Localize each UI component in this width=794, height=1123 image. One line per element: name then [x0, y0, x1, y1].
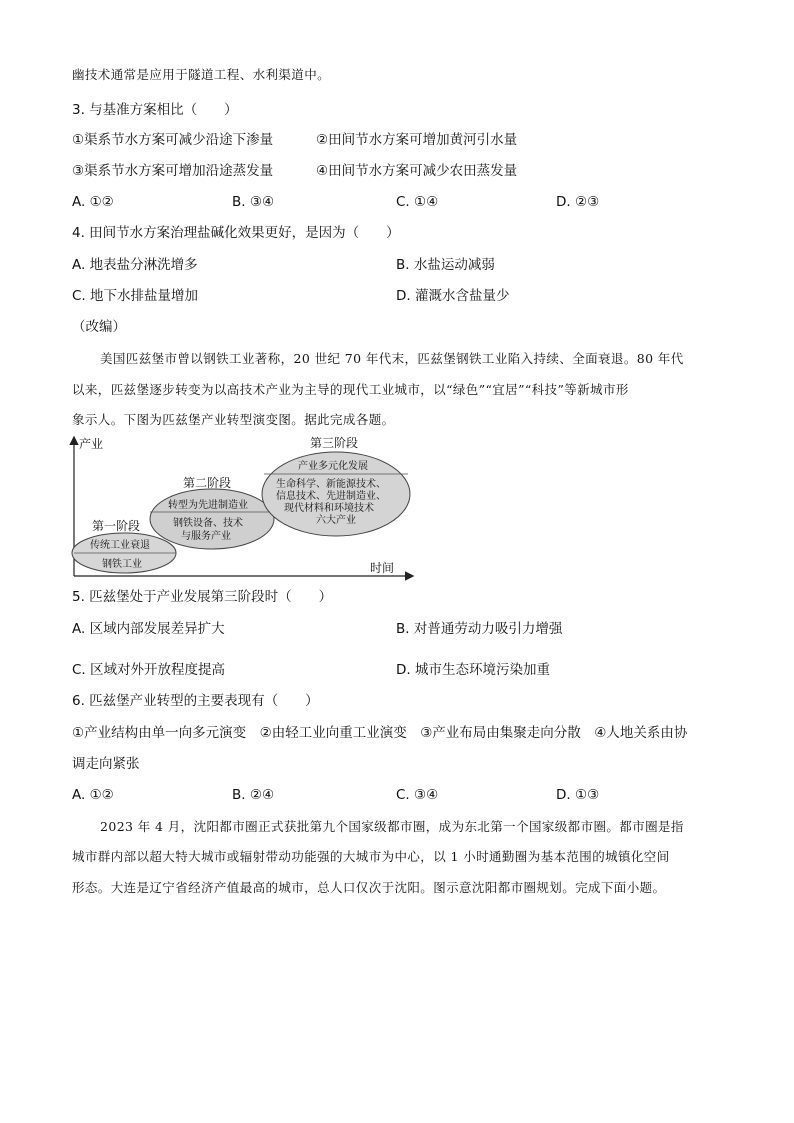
industry-transformation-diagram: [62, 432, 422, 582]
q5-option-d[interactable]: D. 城市生态环境污染加重: [396, 662, 550, 678]
passage3-line-1: 2023 年 4 月，沈阳都市圈正式获批第九个国家级都市圈，成为东北第一个国家级都市圈。都市圈是指: [100, 819, 684, 834]
stage3-line-4: 六大产业: [316, 515, 356, 526]
q5-option-a[interactable]: A. 区域内部发展差异扩大: [72, 621, 225, 637]
stage1-bottom: 钢铁工业: [102, 559, 142, 570]
stage1-title: 第一阶段: [92, 519, 141, 533]
stage3-line-2: 信息技术、先进制造业、: [276, 491, 386, 502]
passage2-line-3: 象示人。下图为匹兹堡产业转型演变图。据此完成各题。: [72, 412, 395, 427]
q6-statements-line-2: 调走向紧张: [72, 756, 140, 772]
q3-option-a[interactable]: A. ①②: [72, 194, 114, 210]
q3-option-b[interactable]: B. ③④: [232, 194, 275, 210]
q6-statements-line-1: ①产业结构由单一向多元演变 ②由轻工业向重工业演变 ③产业布局由集聚走向分散 ④人地关系由协: [72, 725, 688, 741]
q6-option-d[interactable]: D. ①③: [556, 787, 600, 803]
q5-stem: 5. 匹兹堡处于产业发展第三阶段时（ ）: [72, 589, 333, 605]
stage2-title: 第二阶段: [183, 476, 232, 490]
q3-statement-2: ②田间节水方案可增加黄河引水量: [316, 132, 518, 148]
stage3-line-1: 生命科学、新能源技术、: [276, 479, 386, 490]
stage3-top: 产业多元化发展: [298, 461, 368, 472]
q3-statement-3: ③渠系节水方案可增加沿途蒸发量: [72, 163, 274, 179]
x-axis-label: 时间: [370, 561, 395, 575]
q3-option-d[interactable]: D. ②③: [556, 194, 600, 210]
q3-statement-1: ①渠系节水方案可减少沿途下渗量: [72, 132, 274, 148]
q4-option-b[interactable]: B. 水盐运动减弱: [396, 257, 495, 273]
q4-option-c[interactable]: C. 地下水排盐量增加: [72, 288, 199, 304]
passage3-line-3: 形态。大连是辽宁省经济产值最高的城市，总人口仅次于沈阳。图示意沈阳都市圈规划。完成下面小题。: [72, 880, 666, 895]
stage2-top: 转型为先进制造业: [168, 500, 248, 511]
stage2-line-1: 钢铁设备、技术: [173, 518, 243, 529]
q3-statement-4: ④田间节水方案可减少农田蒸发量: [316, 163, 518, 179]
passage2-line-1: 美国匹兹堡市曾以钢铁工业著称，20 世纪 70 年代末，匹兹堡钢铁工业陷入持续、全面衰退。80 年代: [100, 351, 684, 366]
q5-option-b[interactable]: B. 对普通劳动力吸引力增强: [396, 621, 563, 637]
q6-option-b[interactable]: B. ②④: [232, 787, 275, 803]
q6-option-c[interactable]: C. ③④: [396, 787, 439, 803]
stage3-line-3: 现代材料和环境技术: [284, 503, 374, 514]
q3-stem: 3. 与基准方案相比（ ）: [72, 102, 238, 118]
gaibian-label: （改编）: [72, 319, 126, 335]
q4-option-d[interactable]: D. 灌溉水含盐量少: [396, 288, 510, 304]
q3-option-c[interactable]: C. ①④: [396, 194, 439, 210]
q6-stem: 6. 匹兹堡产业转型的主要表现有（ ）: [72, 693, 319, 709]
q4-option-a[interactable]: A. 地表盐分淋洗增多: [72, 257, 198, 273]
passage2-line-2: 以来，匹兹堡逐步转变为以高技术产业为主导的现代工业城市，以“绿色”“宜居”“科技”等新城市形: [72, 382, 629, 397]
stage3-title: 第三阶段: [310, 436, 359, 450]
q5-option-c[interactable]: C. 区域对外开放程度提高: [72, 662, 226, 678]
q6-option-a[interactable]: A. ①②: [72, 787, 114, 803]
intro-tail: 幽技术通常是应用于隧道工程、水利渠道中。: [72, 67, 331, 82]
q4-stem: 4. 田间节水方案治理盐碱化效果更好，是因为（ ）: [72, 225, 400, 241]
stage1-top: 传统工业衰退: [90, 540, 150, 551]
passage3-line-2: 城市群内部以超大特大城市或辐射带动功能强的大城市为中心，以 1 小时通勤圈为基本范围的城镇化空间: [72, 849, 670, 864]
y-axis-label: 产业: [79, 437, 104, 451]
stage2-line-2: 与服务产业: [181, 531, 231, 542]
